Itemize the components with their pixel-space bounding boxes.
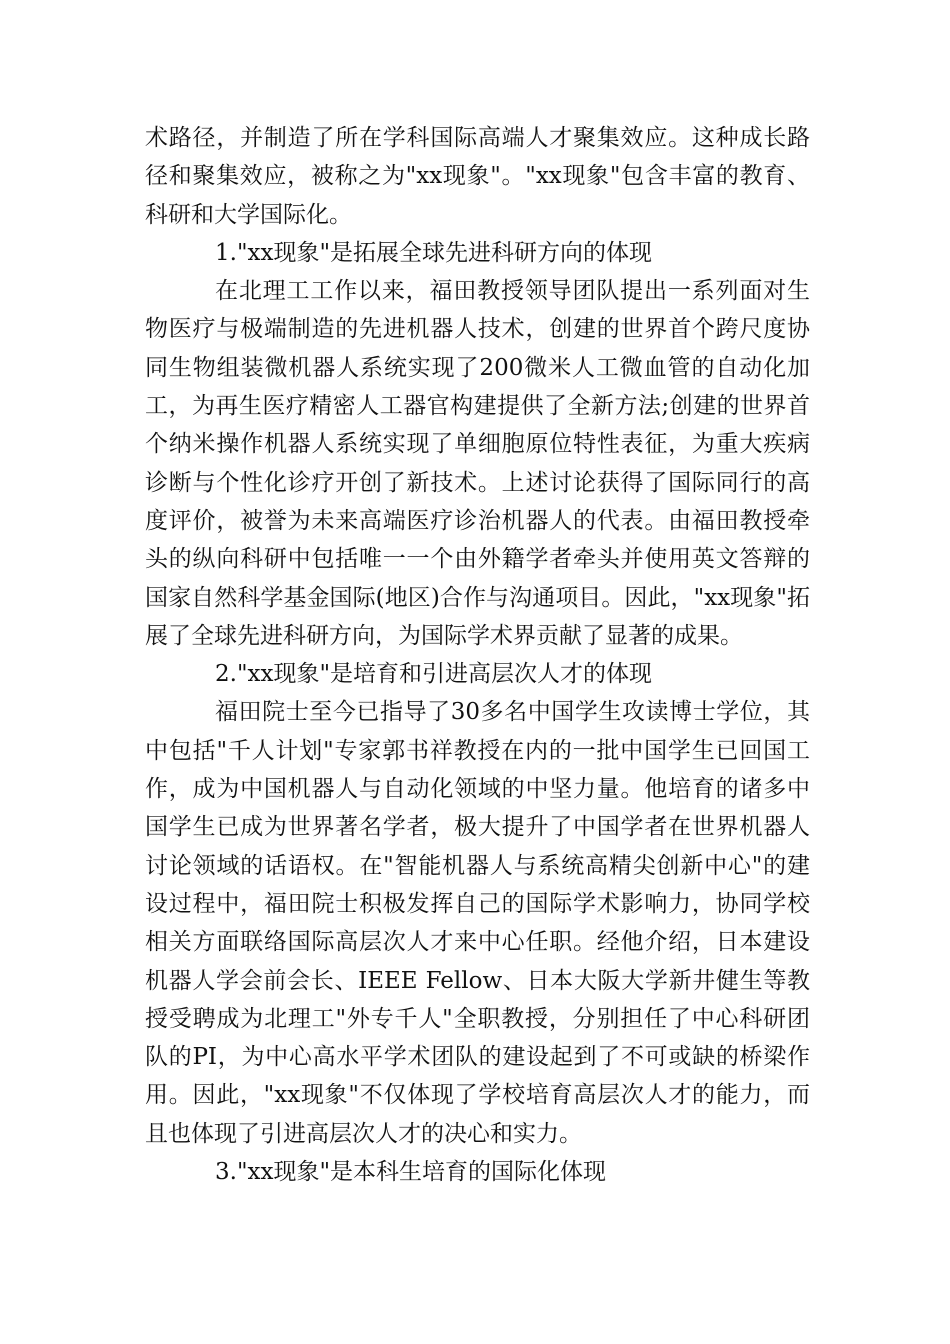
intro-paragraph: 术路径，并制造了所在学科国际高端人才聚集效应。这种成长路径和聚集效应，被称之为"xx现象"。"xx现象"包含丰富的教育、科研和大学国际化。 — [145, 125, 810, 228]
section-3-heading: 3."xx现象"是本科生培育的国际化体现 — [215, 1159, 607, 1186]
section-2-heading: 2."xx现象"是培育和引进高层次人才的体现 — [215, 661, 653, 688]
document-body — [145, 119, 810, 1191]
section-2-body: 福田院士至今已指导了30多名中国学生攻读博士学位，其中包括"千人计划"专家郭书祥教授在内的一批中国学生已回国工作，成为中国机器人与自动化领域的中坚力量。他培育的诸多中国学生已成为世界著名学者，极大提升了中国学者在世界机器人讨论领域的话语权。在"智能机器人与系统高精尖创新中心"的建设过程中，福田院士积极发挥自己的国际学术影响力，协同学校相关方面联络国际高层次人才来中心任职。经他介绍，日本建设机器人学会前会长、IEEE Fellow、日本大阪大学新井健生等教授受聘成为北理工"外专千人"全职教授，分别担任了中心科研团队的PI，为中心高水平学术团队的建设起到了不可或缺的桥梁作用。因此，"xx现象"不仅体现了学校培育高层次人才的能力，而且也体现了引进高层次人才的决心和实力。 — [145, 699, 810, 1147]
section-1-heading: 1."xx现象"是拓展全球先进科研方向的体现 — [215, 239, 653, 266]
section-1-body: 在北理工工作以来，福田教授领导团队提出一系列面对生物医疗与极端制造的先进机器人技术，创建的世界首个跨尺度协同生物组装微机器人系统实现了200微米人工微血管的自动化加工，为再生医疗精密人工器官构建提供了全新方法;创建的世界首个纳米操作机器人系统实现了单细胞原位特性表征，为重大疾病诊断与个性化诊疗开创了新技术。上述讨论获得了国际同行的高度评价，被誉为未来高端医疗诊治机器人的代表。由福田教授牵头的纵向科研中包括唯一一个由外籍学者牵头并使用英文答辩的国家自然科学基金国际(地区)合作与沟通项目。因此，"xx现象"拓展了全球先进科研方向，为国际学术界贡献了显著的成果。 — [145, 278, 810, 649]
